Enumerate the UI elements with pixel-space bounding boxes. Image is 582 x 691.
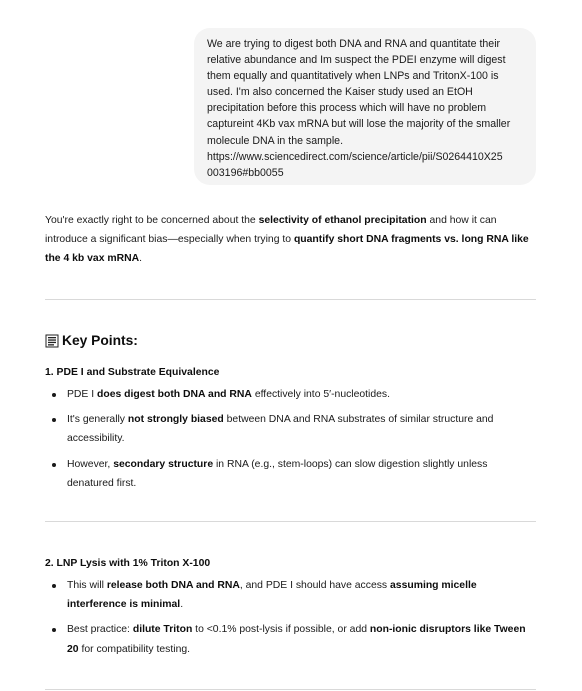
key-points-heading	[45, 333, 138, 348]
item-text: PDE I	[67, 389, 98, 400]
user-message-line: molecule DNA in the sample.	[207, 134, 344, 147]
item-text: effectively into 5′-nucleotides.	[251, 389, 391, 400]
user-message-line: captureint 4Kb vax mRNA but will lose the majority of the smaller	[207, 118, 511, 131]
section-title: 2. LNP Lysis with 1% Triton X-100	[45, 558, 211, 569]
list-item	[45, 455, 536, 493]
intro-text: You're exactly right to be concerned about the	[45, 215, 259, 226]
item-text: to <0.1% post-lysis if possible, or add	[192, 624, 370, 636]
list-item	[45, 385, 536, 404]
item-text: between DNA and RNA substrates of similar structure and accessibility.	[67, 414, 494, 445]
item-bold: release both DNA and RNA	[106, 580, 240, 591]
item-bold: not strongly biased	[127, 414, 224, 426]
answer-intro	[45, 211, 537, 269]
bullet-icon	[52, 463, 56, 467]
list-item	[45, 620, 536, 658]
section-title: 1. PDE I and Substrate Equivalence	[45, 367, 220, 378]
item-bold: assuming micelle interference is minimal	[67, 580, 477, 611]
bullet-icon	[52, 393, 56, 397]
bullet-icon	[52, 584, 56, 588]
user-message-line: relative abundance and Im suspect the PDEI enzyme will digest	[207, 54, 506, 67]
intro-bold: selectivity of ethanol precipitation	[258, 215, 427, 226]
divider	[45, 299, 536, 300]
divider	[45, 521, 536, 522]
item-bold: does digest both DNA and RNA	[97, 389, 252, 400]
user-message-bubble	[194, 28, 536, 185]
item-text: Best practice:	[67, 624, 133, 636]
user-message-line: used. I'm also concerned the Kaiser study used an EtOH	[207, 86, 473, 99]
intro-bold: quantify short DNA fragments vs. long RNA like the 4 kb vax mRNA	[45, 234, 529, 265]
bullet-icon	[52, 418, 56, 422]
item-bold: dilute Triton	[132, 624, 193, 636]
user-message-line: We are trying to digest both DNA and RNA and quantitate their	[207, 38, 501, 50]
intro-text: and how it can introduce a significant bias—especially when trying to	[45, 215, 497, 246]
item-bold: non-ionic disruptors like Tween 20	[67, 624, 526, 655]
item-text: .	[180, 599, 184, 611]
memo-icon	[45, 334, 59, 348]
user-message-line: precipitation before this process which will have no problem	[207, 102, 487, 115]
section1-list	[45, 385, 536, 493]
user-message-line: them equally and quantitatively when LNPs and TritonX-100 is	[207, 70, 499, 83]
bullet-icon	[52, 628, 56, 632]
section2-list	[45, 576, 536, 659]
item-text: However,	[67, 458, 114, 470]
item-bold: secondary structure	[113, 458, 214, 470]
item-text: , and PDE I should have access	[239, 580, 391, 591]
list-item	[45, 410, 536, 448]
item-text: in RNA (e.g., stem-loops) can slow digestion slightly unless denatured first.	[67, 458, 488, 489]
heading-text: Key Points:	[62, 333, 138, 348]
intro-text: .	[139, 253, 143, 265]
user-message-link[interactable]: https://www.sciencedirect.com/science/article/pii/S0264410X25	[207, 150, 503, 163]
user-message-link[interactable]: 003196#bb0055	[207, 166, 284, 179]
list-item	[45, 576, 536, 614]
item-text: This will	[67, 580, 107, 591]
divider	[45, 689, 536, 690]
item-text: for compatibility testing.	[78, 643, 191, 655]
item-text: It's generally	[67, 414, 128, 426]
